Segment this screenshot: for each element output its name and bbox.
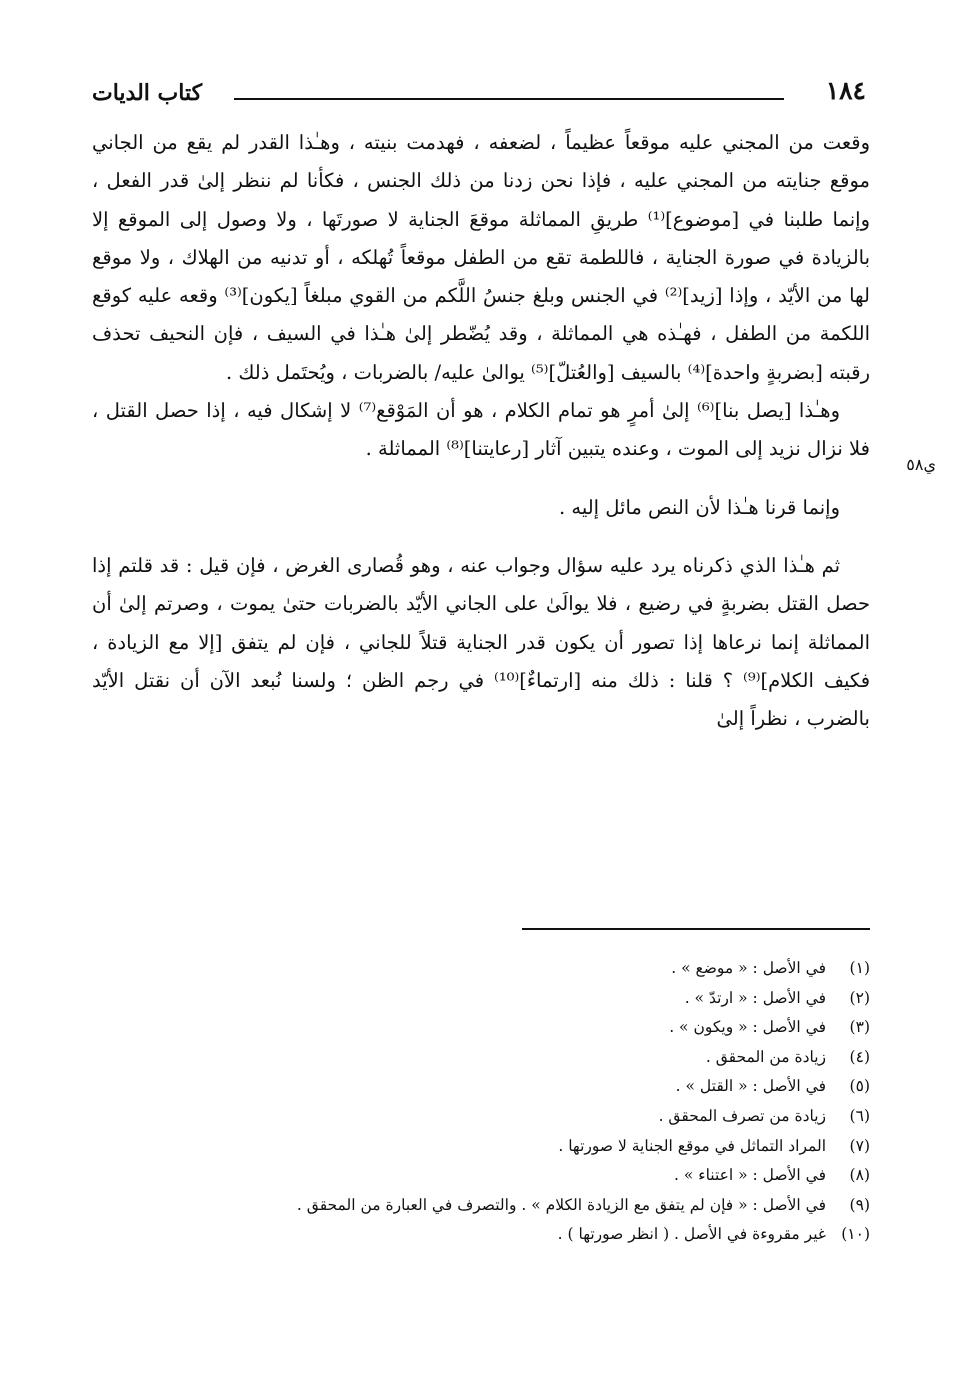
- book-title: كتاب الديات: [92, 80, 203, 106]
- footnote-text: في الأصل : « اعتناء » .: [674, 1166, 826, 1185]
- footnote-number: (١): [849, 959, 870, 977]
- footnote-number: (٨): [849, 1166, 870, 1185]
- footnote-item: [92, 1191, 870, 1221]
- page-header: [92, 70, 870, 116]
- footnote-item: [92, 954, 870, 984]
- footnote-text: زيادة من تصرف المحقق .: [658, 1106, 826, 1125]
- footnote-separator: [522, 928, 870, 930]
- footnote-number: (٢): [849, 988, 870, 1007]
- footnote-item: [92, 1102, 870, 1132]
- footnote-item: [92, 1043, 870, 1073]
- footnote-item: [92, 1013, 870, 1043]
- header-rule: [234, 98, 784, 100]
- page-number: ١٨٤: [825, 76, 866, 105]
- footnote-number: (٧): [849, 1136, 870, 1155]
- paragraph-2: وهـٰذا [يصل بنا]⁽⁶⁾ إلىٰ أمرٍ هو تمام الكلام ، هو أن المَوْقع⁽⁷⁾ لا إشكال فيه ، إذا حصل القتل ، فلا نزال نزيد إلى الموت ، وعنده يتبين آثار [رعايتنا]⁽⁸⁾ المماثلة .: [92, 399, 870, 461]
- footnote-item: [92, 1072, 870, 1102]
- footnote-item: [92, 1132, 870, 1162]
- footnote-number: (٥): [849, 1077, 870, 1096]
- footnote-number: (١٠): [841, 1225, 870, 1244]
- footnote-number: (٣): [849, 1018, 870, 1037]
- footnote-text: المراد التماثل في موقع الجناية لا صورتها .: [558, 1136, 826, 1155]
- footnote-number: (٤): [849, 1047, 870, 1066]
- footnotes: [92, 954, 870, 1250]
- footnote-text: غير مقروءة في الأصل . ( انظر صورتها ) .: [557, 1225, 826, 1244]
- footnote-text: في الأصل : « فإن لم يتفق مع الزيادة الكلام » . والتصرف في العبارة من المحقق .: [296, 1195, 826, 1214]
- footnote-number: (٩): [849, 1195, 870, 1214]
- footnote-number: (٦): [849, 1106, 870, 1125]
- footnote-text: في الأصل : « القتل » .: [675, 1077, 826, 1096]
- paragraph-4: ثم هـٰذا الذي ذكرناه يرد عليه سؤال وجواب عنه ، وهو قُصارى الغرض ، فإن قيل : قد قلتم إذا حصل القتل بضربةٍ في رضيع ، فلا يوالَىٰ على الجاني الأيّد بالضربات حتىٰ يموت ، وصرتم إلىٰ أن المماثلة إنما نرعاها إذا تصور أن يكون قدر الجناية قتلاً للجاني ، فإن لم يتفق [إلا مع الزيادة ، فكيف الكلام]⁽⁹⁾ ؟ قلنا : ذلك منه [ارتماءٌ]⁽¹⁰⁾ في رجم الظن ؛ ولسنا نُبعد الآن أن نقتل الأيّد بالضرب ، نظراً إلىٰ: [92, 553, 871, 731]
- footnote-text: في الأصل : « ارتدّ » .: [684, 988, 826, 1007]
- footnote-item: [92, 984, 870, 1014]
- paragraph-1: وقعت من المجني عليه موقعاً عظيماً ، لضعفه ، فهدمت بنيته ، وهـٰذا القدر لم يقع من الجاني موقع جنايته من المجني عليه ، فإذا نحن زدنا من ذلك الجنس ، فكأنا لم ننظر إلىٰ قدر الفعل ، وإنما طلبنا في [موضوع]⁽¹⁾ طريقِ المماثلة موقعَ الجناية لا صورتَها ، ولا وصول إلى الموقع إلا بالزيادة في صورة الجناية ، فاللطمة تقع من الطفل موقعاً تُهلكه ، أو تدنيه من الهلاك ، ولا موقع لها من الأيّد ، وإذا [زيد]⁽²⁾ في الجنس وبلغ جنسُ اللَّكم من القوي مبلغاً [يكون]⁽³⁾ وقعه عليه كوقع اللكمة من الطفل ، فهـٰذه هي المماثلة ، وقد يُضّطر إلىٰ هـٰذا في السيف ، فإن النحيف تحذف رقبته [بضربةٍ واحدة]⁽⁴⁾ بالسيف [والعُتلّ]⁽⁵⁾ يوالىٰ عليه/ بالضربات ، ويُحتَمل ذلك .: [92, 131, 870, 384]
- footnote-item: [92, 1161, 870, 1191]
- paragraph-3: وإنما قرنا هـٰذا لأن النص مائل إليه .: [558, 495, 840, 519]
- manuscript-folio-note: ي٥٨: [906, 455, 936, 474]
- main-text: [92, 124, 936, 738]
- footnote-item: [92, 1220, 870, 1250]
- footnote-text: في الأصل : « موضع » .: [671, 959, 826, 977]
- footnote-text: زيادة من المحقق .: [705, 1047, 826, 1066]
- footnote-text: في الأصل : « ويكون » .: [669, 1018, 826, 1037]
